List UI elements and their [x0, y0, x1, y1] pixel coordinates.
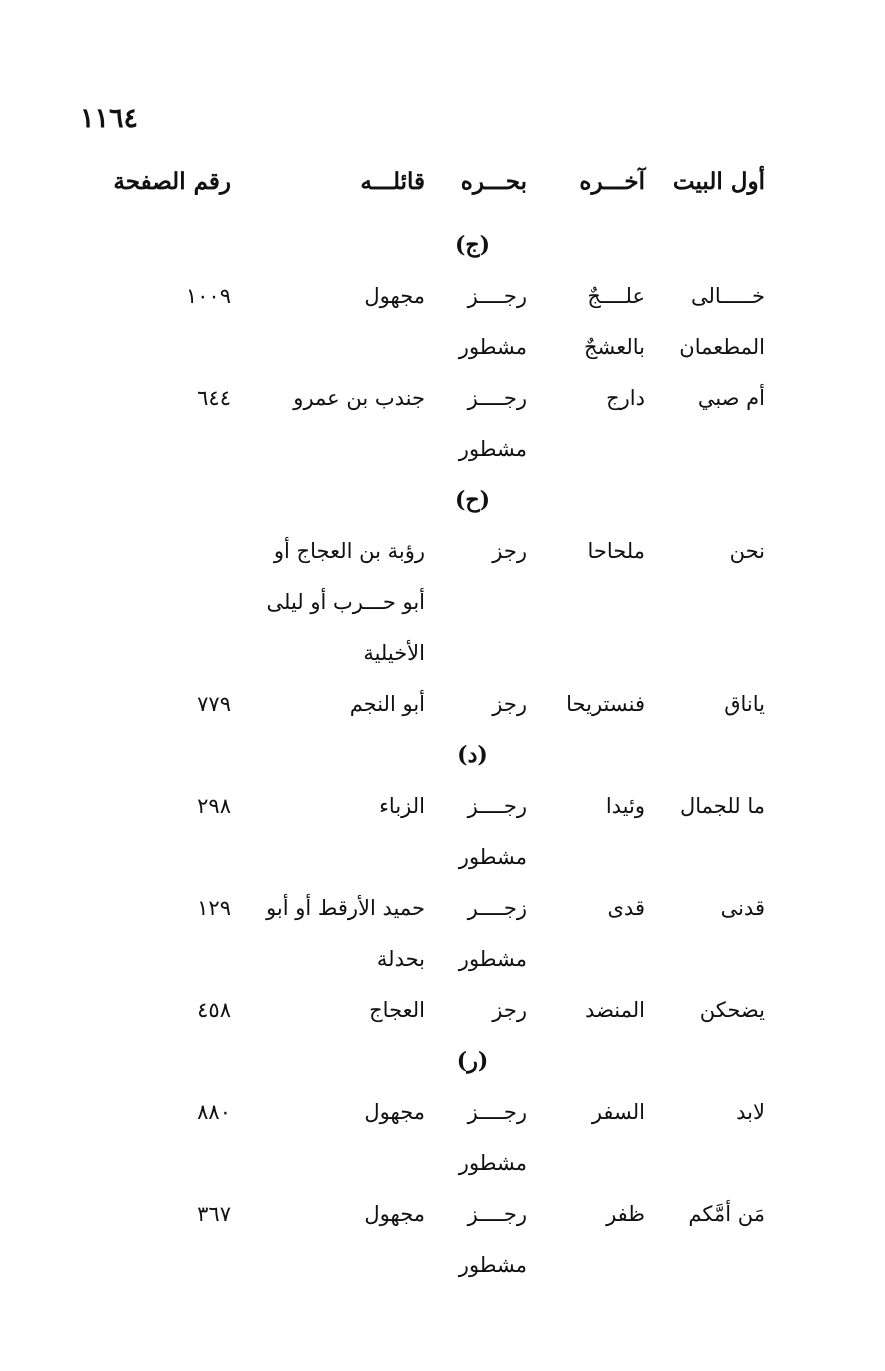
first-word-cell: نحن — [729, 539, 765, 563]
last-word-cell: ظفر — [606, 1202, 645, 1226]
page-cell: ٧٧٩ — [197, 692, 231, 716]
page-cell: ٤٥٨ — [197, 998, 231, 1022]
page-cell: ٦٤٤ — [197, 386, 231, 410]
last-word-cell: فنستريحا — [566, 692, 645, 716]
table-row — [0, 1189, 885, 1291]
author-cell: الزباء — [379, 794, 425, 818]
author-cell: العجاج — [369, 998, 425, 1022]
page-number: ١١٦٤ — [80, 103, 139, 134]
author-cell: مجهول — [364, 1202, 425, 1226]
section-letter: (ح) — [454, 487, 491, 513]
first-word-cell: لابد — [736, 1100, 765, 1124]
last-word-cell: ملحاحا — [587, 539, 645, 563]
page-cell: ١٠٠٩ — [185, 284, 231, 308]
table-row — [0, 271, 885, 322]
table-row — [0, 679, 885, 730]
meter-cell: مشطور — [458, 335, 527, 359]
first-word-cell: قدنى — [720, 896, 765, 920]
section-letter: (د) — [457, 742, 488, 768]
meter-cell: رجــــز مشطور — [458, 1100, 527, 1175]
table-row — [0, 985, 885, 1036]
page-cell: ٢٩٨ — [197, 794, 231, 818]
last-word-cell: وئيدا — [605, 794, 645, 818]
page-cell: ٨٨٠ — [197, 1100, 231, 1124]
first-word-cell: مَن أمَّكم — [688, 1202, 765, 1226]
last-word-cell: بالعشجٌ — [583, 335, 645, 359]
page-cell: ١٢٩ — [197, 896, 231, 920]
verse-index-table — [0, 220, 885, 1291]
first-word-cell: ياناق — [724, 692, 765, 716]
table-row — [0, 1087, 885, 1189]
last-word-cell: السفر — [591, 1100, 645, 1124]
author-cell: مجهول — [364, 284, 425, 308]
table-row — [0, 526, 885, 679]
last-word-cell: علــــجٌ — [587, 284, 645, 308]
meter-cell: رجــــز — [467, 284, 527, 308]
first-word-cell: أم صبي — [697, 386, 765, 410]
section-letter: (ج) — [454, 232, 491, 258]
last-word-cell: دارج — [606, 386, 645, 410]
meter-cell: زجــــر مشطور — [458, 896, 527, 971]
table-row — [0, 373, 885, 475]
meter-cell: رجــــز مشطور — [458, 1202, 527, 1277]
author-cell: مجهول — [364, 1100, 425, 1124]
first-word-cell: ما للجمال — [679, 794, 765, 818]
table-row — [0, 322, 885, 373]
first-word-cell: خـــــالى — [690, 284, 765, 308]
meter-cell: رجز — [492, 539, 527, 563]
author-cell: جندب بن عمرو — [293, 386, 425, 410]
meter-cell: رجــــز مشطور — [458, 794, 527, 869]
header-page: رقم الصفحة — [113, 168, 231, 195]
header-author: قائلـــه — [360, 168, 425, 195]
first-word-cell: المطعمان — [679, 335, 765, 359]
author-cell: حميد الأرقط أو أبو بحدلة — [266, 896, 425, 971]
meter-cell: رجز — [492, 692, 527, 716]
table-row — [0, 883, 885, 985]
table-row — [0, 781, 885, 883]
page-cell: ٣٦٧ — [197, 1202, 231, 1226]
header-first-word: أول البيت — [672, 168, 765, 195]
meter-cell: رجــــز مشطور — [458, 386, 527, 461]
section-letter: (ر) — [456, 1048, 489, 1074]
first-word-cell: يضحكن — [699, 998, 765, 1022]
header-meter: بحـــره — [460, 168, 527, 195]
author-cell: أبو النجم — [349, 692, 425, 716]
meter-cell: رجز — [492, 998, 527, 1022]
last-word-cell: قدى — [607, 896, 645, 920]
last-word-cell: المنضد — [585, 998, 645, 1022]
author-cell: رؤبة بن العجاج أو أبو حـــرب أو ليلى الأخيلية — [266, 539, 425, 665]
table-header — [0, 168, 885, 204]
header-last-word: آخـــره — [579, 168, 645, 195]
